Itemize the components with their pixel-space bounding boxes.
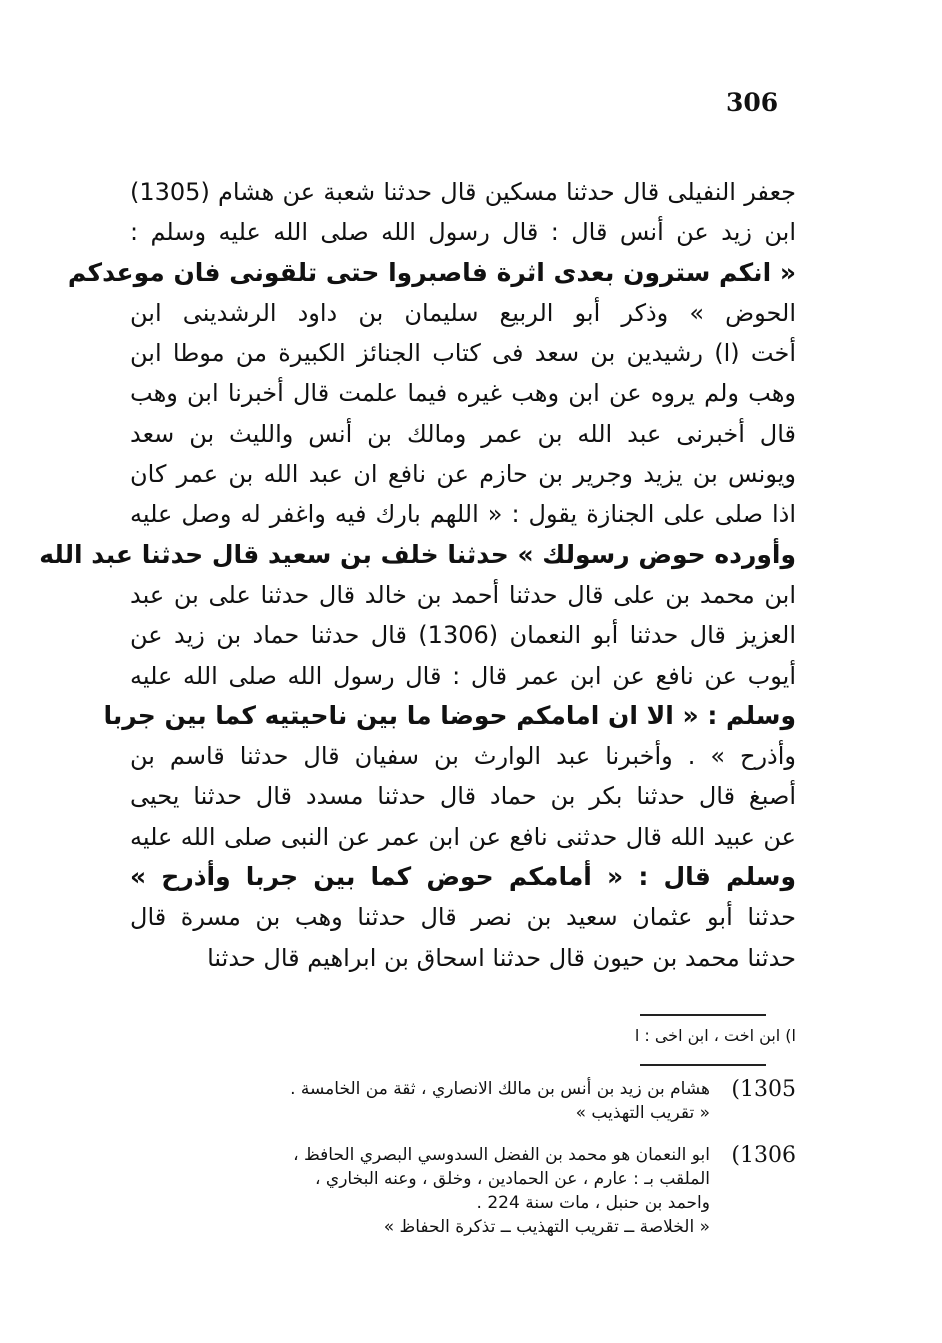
text-line: « انكم سترون بعدى اثرة فاصبروا حتى تلقونى فان موعدكم [67, 257, 796, 287]
text-line: وأورده حوض رسولك » حدثنا خلف بن سعيد قال حدثنا عبد الله [39, 539, 796, 569]
text-line: وسلم قال : « أمامكم حوض كما بين جربا وأذرح » [130, 862, 796, 892]
footnote-line: واحمد بن حنبل ، مات سنة 224 . [476, 1193, 710, 1213]
text-line: وهب ولم يروه عن ابن وهب غيره فيما علمت قال أخبرنا ابن وهب [130, 379, 796, 408]
page-number: 306 [726, 88, 779, 117]
footnote-line: هشام بن زيد بن أنس بن مالك الانصاري ، ثقة من الخامسة . [290, 1079, 710, 1099]
footnote-text [130, 1077, 710, 1125]
footnote-separator-bottom [640, 1064, 766, 1066]
text-line: قال أخبرنى عبد الله بن عمر ومالك بن أنس والليث بن سعد [130, 419, 796, 448]
text-line: الحوض » وذكر أبو الربيع سليمان بن داود الرشدينى ابن [130, 298, 796, 327]
text-line: وأذرح » . وأخبرنا عبد الوارث بن سفيان قال حدثنا قاسم بن [130, 742, 796, 771]
text-line: أخت (ا) رشيدين بن سعد فى كتاب الجنائز الكبيرة من موطا ابن [130, 339, 796, 368]
text-line: حدثنا محمد بن حيون قال حدثنا اسحاق بن ابراهيم قال حدثنا [207, 943, 796, 972]
footnote-variant-reading: ا) ابن اخت ، ابن اخى : ا [634, 1026, 796, 1045]
footnote-separator-top [640, 1014, 766, 1016]
footnote-line: « الخلاصة ــ تقريب التهذيب ــ تذكرة الحفاظ » [383, 1217, 710, 1237]
footnote-line: الملقب بـ : عارم ، عن الحمادين ، وخلق ، وعنه البخاري ، [315, 1169, 710, 1189]
text-line: عن عبيد الله قال حدثنى نافع عن ابن عمر عن النبى صلى الله عليه [130, 822, 796, 851]
text-line: حدثنا أبو عثمان سعيد بن نصر قال حدثنا وهب بن مسرة قال [130, 903, 796, 932]
text-line: جعفر النفيلى قال حدثنا مسكين قال حدثنا شعبة عن هشام (1305) [130, 178, 796, 206]
text-line: ابن زيد عن أنس قال : قال رسول الله صلى الله عليه وسلم : [130, 218, 796, 247]
main-text-block [39, 172, 796, 978]
footnote-number: 1306) [731, 1143, 796, 1168]
text-line: اذا صلى على الجنازة يقول : « اللهم بارك فيه واغفر له وصل عليه [130, 500, 796, 529]
footnote-line: « تقريب التهذيب » [575, 1103, 710, 1123]
footnote-line: ابو النعمان هو محمد بن الفضل السدوسي البصري الحافظ ، [293, 1145, 710, 1165]
text-line: وسلم : « الا ان امامكم حوضا ما بين ناحيتيه كما بين جربا [103, 700, 796, 730]
footnote-text [130, 1143, 710, 1239]
text-line: ويونس بن يزيد وجرير بن حازم عن نافع ان عبد الله بن عمر كان [130, 460, 796, 489]
text-line: العزيز قال حدثنا أبو النعمان (1306) قال حدثنا حماد بن زيد عن [130, 621, 796, 650]
text-line: أيوب عن نافع عن ابن عمر قال : قال رسول الله صلى الله عليه [130, 661, 796, 690]
text-line: ابن محمد بن على قال حدثنا أحمد بن خالد قال حدثنا على بن عبد [130, 580, 796, 609]
footnote-number: 1305) [731, 1077, 796, 1102]
text-line: أصبغ قال حدثنا بكر بن حماد قال حدثنا مسدد قال حدثنا يحيى [130, 782, 796, 811]
